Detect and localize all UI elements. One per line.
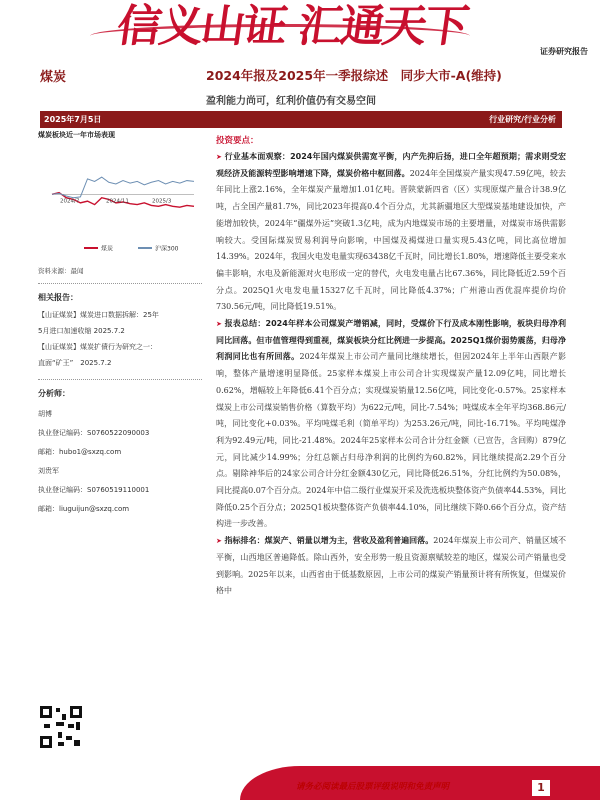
chart-title: 煤炭板块近一年市场表现 bbox=[38, 131, 115, 139]
x-tick-label: 2024/11 bbox=[106, 198, 129, 205]
bullet-icon: ➤ bbox=[216, 153, 222, 161]
paragraph-head: 行业基本面观察：2024年国内煤炭供需宽平衡，内产先抑后扬，进口全年超预期；需求则受宏观经济及能源转型影响增速下降，煤炭价格中枢回落。 bbox=[216, 152, 567, 178]
bullet-icon: ➤ bbox=[216, 320, 222, 329]
chart-source: 资料来源：最闻 bbox=[38, 267, 84, 275]
main-content bbox=[216, 133, 566, 600]
related-heading: 相关报告： bbox=[38, 293, 78, 302]
chart-svg bbox=[38, 142, 200, 258]
analyst-reg: 执业登记编码：S0760519110001 bbox=[38, 486, 150, 494]
paragraph-body: 2024年全国煤炭产量实现47.59亿吨，较去年同比上涨2.16%，全年煤炭产量增加1.01亿吨。晋陕蒙新四省（区）实现原煤产量合计38.9亿吨，占全国产量81.7%，同比2023年提高0.4个百分点，尤其新疆地区大型煤炭基地建设加快，产能增加较快，2024年“疆煤外运”突破1.3亿吨，成为内地煤炭市场的主要增量，对煤炭市场供需影响较大。受国际煤炭贸易利润导向影响，中国煤及褐煤进口量实现5.43亿吨，同比高位增加14.39%。2024年，我国火电发电量实现63438亿千瓦时，同比增长1.80%，增速降低主要受来水偏丰影响，水电及新能源对火电形成一定的替代，火电发电量占比67.36%，同比降低近2.59个百分点。2025Q1火电发电量15327亿千瓦时，同比降低4.37%；广州港山西优混库提价均价730.56元/吨，同比降低19.51%。 bbox=[216, 168, 566, 312]
market-performance-chart bbox=[38, 142, 200, 258]
related-report-line[interactable]: 5月进口加速收缩 2025.7.2 bbox=[38, 327, 125, 335]
analyst-name: 胡博 bbox=[38, 410, 52, 418]
date-bar bbox=[40, 111, 562, 128]
legend-label: 沪深300 bbox=[155, 245, 179, 253]
paragraph-head: 指标排名：煤炭产、销量以增为主，营收及盈利普遍回落。 bbox=[224, 536, 434, 546]
divider bbox=[38, 379, 202, 380]
paragraph-body: 2024年煤炭上市公司产量同比继续增长，但因2024年上半年山西限产影响，整体产量增速明显降低。25家样本煤炭上市公司合计实现煤炭产量12.09亿吨，同比增长0.62%，增幅较上年降低6.41个百分点；实现煤炭销量12.56亿吨，同比变化-0.57%。25家样本煤炭上市公司煤炭销售价格（算数平均）为622元/吨，同比-7.54%；吨煤成本全年平均368.86元/吨，同比变化+0.03%。平均吨煤毛利（简单平均）为253.26元/吨，同比-16.71%。平均吨煤净利为92.49元/吨，同比-21.48%。2024年25家样本公司合计分红金额（已宣告，含回购）879亿元，同比减少14.99%；分红总额占归母净利润的比例约为60.82%，同比继续提高2.29个百分点。剔除神华后的24家公司合计分红金额430亿元，同比降低26.51%，分红比例约为50.08%，同比提高0.07个百分点。2024年中信二级行业煤炭开采及洗选板块整体资产负债率44.53%，同比降低0.25个百分点；2025Q1板块整体资产负债率44.10%，同比继续下降0.66个百分点，资产结构进一步改善。 bbox=[216, 352, 567, 529]
x-tick-label: 2025/3 bbox=[152, 198, 172, 205]
report-date: 2025年7月5日 bbox=[44, 115, 102, 124]
related-report-line[interactable]: 【山证煤炭】煤炭扩債行为研究之一： bbox=[38, 343, 157, 351]
paragraph-head: 报表总结：2024年样本公司煤炭产增销减，同时，受煤价下行及成本刚性影响，板块归母净利同比回落。但市值管理得到重视，煤炭板块分红比例进一步提高。2025Q1煤价弱势震荡，归母净利润同比也有所回落。 bbox=[216, 319, 567, 362]
divider bbox=[38, 283, 202, 284]
paragraph-statements bbox=[216, 316, 566, 533]
sidebar bbox=[38, 130, 202, 519]
bullet-icon: ➤ bbox=[216, 537, 222, 546]
brand-logo: 信义山证 汇通天下 bbox=[113, 1, 471, 52]
page-number: 1 bbox=[532, 780, 550, 796]
series-line-hs300 bbox=[52, 177, 194, 198]
analyst-reg: 执业登记编码：S0760522090003 bbox=[38, 429, 150, 437]
report-title: 2024年报及2025年一季报综述 同步大市-A(维持) bbox=[206, 68, 502, 83]
paragraph-body: 2024年煤炭上市公司产、销量区域不平衡，山西地区普遍降低。除山西外，安全形势一般且资源禀赋较差的地区，煤炭公司产销量也受到影响。2025年以来，山西省由于低基数原因，上市公司的煤炭产销量预计将有所恢复，但煤炭价格中 bbox=[216, 536, 567, 596]
header-logo-band bbox=[0, 0, 600, 56]
analyst-name: 刘贵军 bbox=[38, 467, 59, 475]
paragraph-fundamentals bbox=[216, 149, 566, 316]
related-report-line[interactable]: 【山证煤炭】煤炭进口数据拆解：25年 bbox=[38, 311, 159, 319]
report-subtitle: 盈利能力尚可，红利价值仍有交易空间 bbox=[206, 96, 376, 107]
report-category: 行业研究/行业分析 bbox=[489, 115, 556, 124]
report-type-label: 证券研究报告 bbox=[540, 47, 588, 56]
industry-label: 煤炭 bbox=[40, 70, 67, 85]
qr-code bbox=[40, 706, 82, 748]
analyst-email[interactable]: 邮箱：liuguijun@sxzq.com bbox=[38, 505, 130, 513]
analyst-heading: 分析师： bbox=[38, 389, 70, 398]
related-report-line[interactable]: 直面“矿王” 2025.7.2 bbox=[38, 359, 112, 367]
section-title: 投资要点： bbox=[216, 136, 259, 146]
legend-label: 煤炭 bbox=[101, 245, 114, 253]
footer-disclaimer[interactable]: 请务必阅读最后股票评级说明和免责声明 bbox=[296, 782, 450, 792]
x-tick-label: 2024/7 bbox=[60, 198, 80, 205]
paragraph-ranking bbox=[216, 533, 566, 600]
analyst-email[interactable]: 邮箱：hubo1@sxzq.com bbox=[38, 448, 122, 456]
